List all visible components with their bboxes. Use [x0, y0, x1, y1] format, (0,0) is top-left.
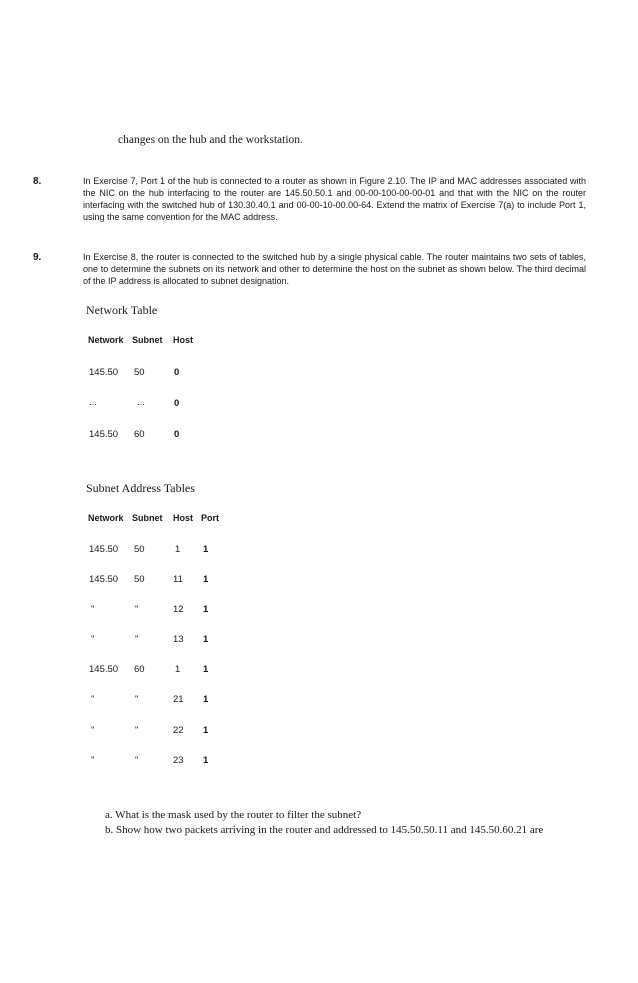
subnet-table-row-2-network: 145.50: [89, 574, 119, 585]
subnet-table-row-4-subnet: ": [135, 634, 139, 645]
sub-question-b: b. Show how two packets arriving in the router and addressed to 145.50.50.11 and 145.50.60.21 are: [105, 824, 544, 836]
subnet-table-header-host: Host: [173, 513, 193, 523]
subnet-table-header-subnet: Subnet: [132, 513, 163, 523]
subnet-table-caption: Subnet Address Tables: [86, 481, 195, 495]
subnet-table-row-1-subnet: 50: [134, 544, 145, 555]
network-table-row-2-host: 0: [174, 398, 180, 409]
subnet-table-row-6-network: ": [91, 694, 95, 705]
subnet-table-header-network: Network: [88, 513, 124, 523]
network-table-row-1-host: 0: [174, 367, 180, 378]
network-table-header-subnet: Subnet: [132, 335, 163, 345]
question-8-number: 8.: [33, 176, 42, 187]
sub-question-a: a. What is the mask used by the router to filter the subnet?: [105, 809, 362, 821]
network-table-row-1-subnet: 50: [134, 367, 145, 378]
subnet-table-row-8-subnet: ": [135, 755, 139, 766]
question-9-text: In Exercise 8, the router is connected to the switched hub by a single physical cable. The router maintains two sets of tables, one to determine the subnets on its network and other to determine the host on the subnet as shown below. The third decimal of the IP address is allocated to subnet designation.: [83, 252, 586, 286]
subnet-table-row-4-port: 1: [203, 634, 209, 645]
subnet-table-row-6-host: 21: [173, 694, 184, 705]
subnet-table-row-7-host: 22: [173, 725, 184, 736]
subnet-table-row-8-port: 1: [203, 755, 209, 766]
subnet-table-row-5-host: 1: [175, 664, 181, 675]
network-table-row-1-network: 145.50: [89, 367, 119, 378]
subnet-table-row-6-subnet: ": [135, 694, 139, 705]
network-table-row-3-network: 145.50: [89, 429, 119, 440]
subnet-table-row-7-network: ": [91, 725, 95, 736]
subnet-table-row-7-port: 1: [203, 725, 209, 736]
subnet-table-row-4-network: ": [91, 634, 95, 645]
subnet-table-row-1-network: 145.50: [89, 544, 119, 555]
subnet-table-row-8-network: ": [91, 755, 95, 766]
subnet-table-row-2-port: 1: [203, 574, 209, 585]
subnet-table-row-6-port: 1: [203, 694, 209, 705]
subnet-table-row-5-subnet: 60: [134, 664, 145, 675]
question-8-text: In Exercise 7, Port 1 of the hub is connected to a router as shown in Figure 2.10. The IP and MAC addresses associated with the NIC on the hub interfacing to the router are 145.50.50.1 and 00-00-100-00-00-01 and that with the NIC on the router interfacing with the switched hub of 130.30.40.1 and 00-00-10-00.00-64. Extend the matrix of Exercise 7(a) to include Port 1, using the same convention for the MAC address.: [83, 176, 586, 222]
network-table-header-host: Host: [173, 335, 193, 345]
question-9-number: 9.: [33, 252, 42, 263]
subnet-table-row-8-host: 23: [173, 755, 184, 766]
subnet-table-row-3-port: 1: [203, 604, 209, 615]
network-table-caption: Network Table: [86, 303, 158, 317]
subnet-table-row-4-host: 13: [173, 634, 184, 645]
subnet-table-row-5-network: 145.50: [89, 664, 119, 675]
network-table-row-2-network: ...: [89, 397, 97, 408]
subnet-table-row-1-port: 1: [203, 544, 209, 555]
network-table-row-3-subnet: 60: [134, 429, 145, 440]
subnet-table-row-1-host: 1: [175, 544, 181, 555]
subnet-table-row-3-subnet: ": [135, 604, 139, 615]
subnet-table-row-7-subnet: ": [135, 725, 139, 736]
subnet-table-row-2-subnet: 50: [134, 574, 145, 585]
subnet-table-row-2-host: 11: [173, 574, 183, 585]
network-table-header-network: Network: [88, 335, 124, 345]
intro-line: changes on the hub and the workstation.: [118, 134, 303, 146]
subnet-table-row-5-port: 1: [203, 664, 209, 675]
subnet-table-row-3-network: ": [91, 604, 95, 615]
network-table-row-2-subnet: ...: [137, 397, 145, 408]
subnet-table-header-port: Port: [201, 513, 219, 523]
subnet-table-row-3-host: 12: [173, 604, 184, 615]
network-table-row-3-host: 0: [174, 429, 180, 440]
